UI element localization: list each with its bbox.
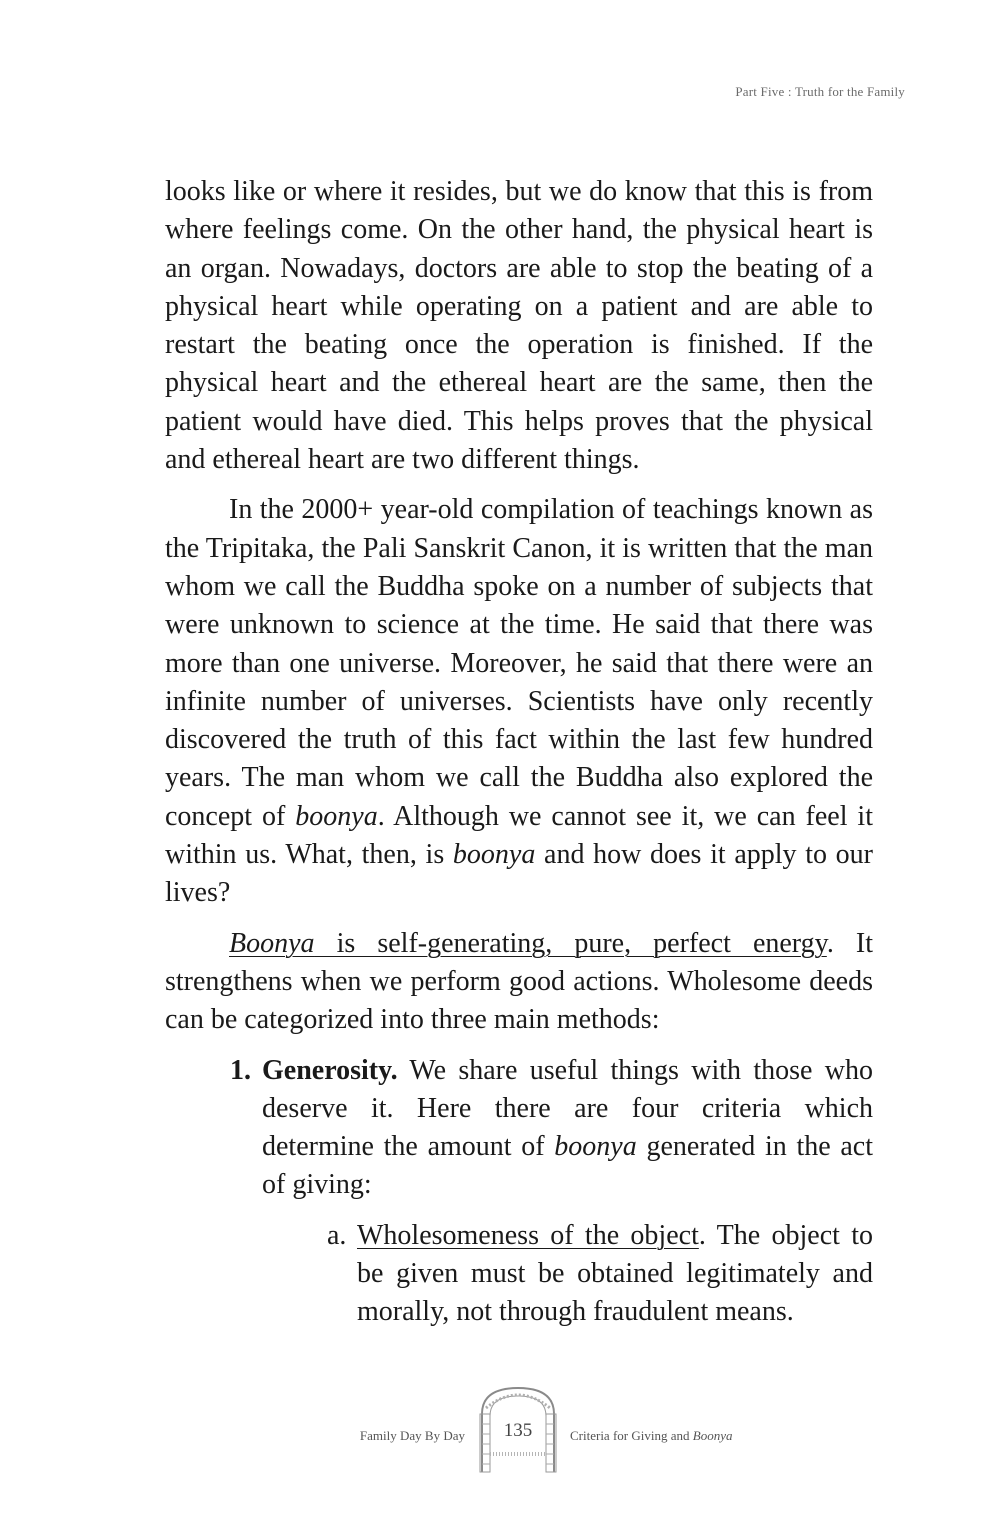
page-number: 135 — [503, 1420, 533, 1441]
list-item-lead: Generosity. — [262, 1054, 398, 1086]
footer-chapter-title — [570, 1428, 732, 1444]
paragraph-2-text-c: and how does it apply to our lives? — [165, 839, 873, 909]
sub-list-letter: a. — [327, 1219, 347, 1251]
footer-chapter-text: Criteria for Giving and — [570, 1428, 693, 1443]
footer-book-title: Family Day By Day — [359, 1428, 465, 1443]
body-text — [165, 173, 873, 1332]
running-head: Part Five : Truth for the Family — [735, 84, 905, 99]
sub-list-item-text — [327, 1217, 873, 1332]
paragraph-1: looks like or where it resides, but we do know that this is from where feelings come. On the other hand, the physical heart is an organ. Nowadays, doctors are able to stop the beating of a physical heart while operating on a patient and are able to restart the beating once the operation is finished. If the physical heart and the ethereal heart are the same, then the patient would have died. This helps proves that the physical and ethereal heart are two different things. — [165, 176, 873, 476]
definition-text: is self-generating, pure, perfect energy — [314, 927, 827, 959]
page-footer — [0, 1384, 1000, 1474]
list-item-text-a: We share useful things with those who deserve it. Here there are four criteria which determine the amount of — [262, 1054, 873, 1163]
footer-chapter-term: Boonya — [692, 1428, 733, 1443]
list-item-text-b: generated in the act of giving: — [262, 1131, 873, 1201]
term-boonya: Boonya — [229, 927, 315, 959]
paragraph-2-text-b: . Although we cannot see it, we can feel it within us. What, then, is — [165, 800, 873, 871]
list-number: 1. — [230, 1054, 251, 1086]
term-boonya: boonya — [554, 1131, 637, 1163]
paragraph-2-text-a: In the 2000+ year-old compilation of teachings known as the Tripitaka, the Pali Sanskrit Canon, it is written that the man whom we call the Buddha spoke on a number of subjects that were unknown to science at the time. He said that there was more than one universe. Moreover, he said that there were an infinite number of universes. Scientists have only recently discovered the truth of this fact within the last few hundred years. The man whom we call the Buddha also explored the concept of — [165, 494, 873, 832]
term-boonya: boonya — [452, 839, 536, 871]
sub-list-rest: . The object to be given must be obtained legitimately and morally, not through fraudulent means. — [357, 1219, 873, 1328]
paragraph-2 — [165, 491, 873, 912]
paragraph-3-rest: . It strengthens when we perform good actions. Wholesome deeds can be categorized into three main methods: — [165, 927, 873, 1036]
list-item-text — [230, 1052, 873, 1205]
list-item-generosity — [165, 1052, 873, 1205]
sub-list-item-wholesomeness — [165, 1217, 873, 1332]
term-boonya: boonya — [295, 800, 378, 832]
definition-underlined — [229, 928, 827, 959]
paragraph-3 — [165, 925, 873, 1040]
sub-list-underlined: Wholesomeness of the object — [357, 1219, 699, 1251]
